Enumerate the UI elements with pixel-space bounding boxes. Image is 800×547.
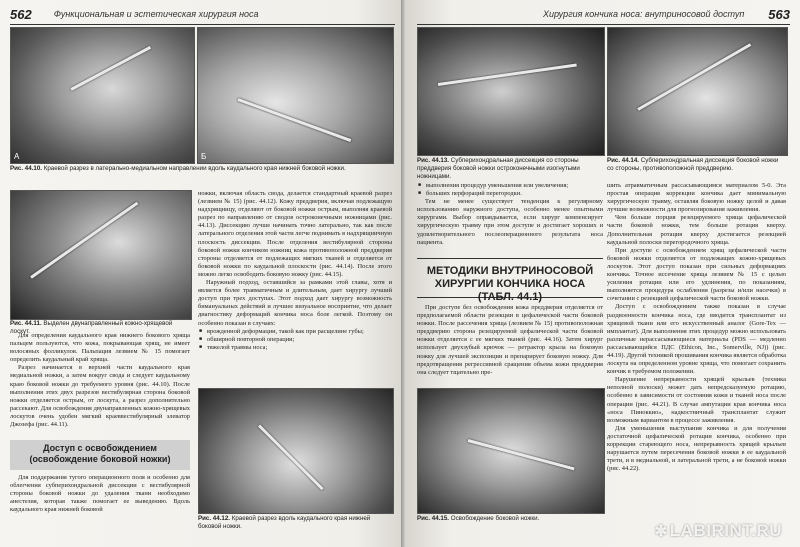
scissors-illustration	[438, 64, 577, 86]
star-icon: ✱	[654, 523, 668, 540]
caption-label: Рис. 44.13.	[417, 157, 450, 164]
right-page-column-right	[607, 182, 786, 532]
running-head-left	[10, 4, 395, 25]
caption-fig-44-15	[417, 515, 603, 523]
caption-label: Рис. 44.12.	[198, 515, 231, 522]
paragraph: Чем больше порция резецируемого хряща цефалической части боковой ножки, тем больше ротация кверху. Дополнительная ротация кверху достигается резекцией каудальной полоски перегородочного хряща.	[607, 214, 786, 246]
left-page-column-left	[10, 332, 190, 429]
caption-text: Краевой разрез в латерально-медиальном направлении вдоль каудального края нижней боковой ножки.	[43, 165, 346, 172]
running-head-title-right: Хирургия кончика носа: внутриносовой доступ	[542, 9, 745, 19]
right-page	[403, 0, 800, 547]
running-head-right	[417, 4, 790, 25]
scalpel-illustration	[258, 424, 324, 490]
paragraph: Доступ с освобождением также показан в случае раздвоенности кончика носа, где вводится трансплантат из хрящевой ткани или его искусственный аналог (Gore-Tex — имплантат). Для выполнения этих процедур можно использовать различные нерассасывающиеся материалы (PDS — медленно рассасывающийся ПДС (Ethicon, Inc., Somerville, NJ)) (рис. 44.19). Другой техникой прошивания кончика является обработка лоскута на определенном уровне хряща, что помогает сохранить кончик в требуемом положении.	[607, 303, 786, 376]
caption-text: Субперихондральная диссекция со стороны преддверия боковой ножки остроконечными изогнутыми ножницами.	[417, 157, 580, 180]
list-item: ■ выполнения процедур уменьшения или увеличения;	[426, 182, 603, 190]
scalpel-illustration	[237, 98, 351, 142]
panel-letter-a: А	[14, 152, 20, 161]
paragraph: Для уменьшения выступания кончика и для получения достаточной цефалической ротации кончика, особенно при коррекции стареющего носа, непрерывность хрящей крыльев нарушается путем пересечения боковой ножки в ее каудальной трети, и в медиальной, и латеральной трети, а не боковой ножки (рис. 44.22).	[607, 424, 786, 473]
figure-44-12	[198, 388, 394, 514]
figure-44-11	[10, 190, 192, 320]
paragraph: шить атравматичным рассасывающимся материалом 5-0. Эта простая операция коррекции кончика дает минимальную хирургическую травму, оставляя боковую ножку целой и давая лучшие возможности для прогнозирования заживления.	[607, 182, 786, 214]
caption-fig-44-13	[417, 157, 603, 181]
caption-label: Рис. 44.14.	[607, 157, 640, 164]
caption-fig-44-12	[198, 515, 392, 531]
caption-label: Рис. 44.10.	[10, 165, 43, 172]
caption-text: Выделен двунаправленный кожно-хрящевой лоскут.	[10, 320, 173, 335]
caption-text: Освобождение боковой ножки.	[450, 515, 540, 522]
indications-list	[198, 328, 392, 352]
right-page-column-left	[417, 182, 603, 247]
paragraph: Разрез начинается в верхней части каудального края медиальной ножки, а затем вокруг свода и следует каудальному краю боковой ножки до требуемого уровня (рис. 44.10). После выполнения этих двух разрезов вестибулярная сторона боковой ножки отделяется острым, от лоскута, а разрез дополнительно рассекают. Для освобождения двунаправленных кожно-хрящевых лоскутов очень удобен мягкий краеввестибулярный элеватор Джозефа (рис. 44.11).	[10, 364, 190, 429]
book-gutter	[401, 0, 405, 547]
paragraph: Нарушение непрерывности хрящей крыльев (техника неполной полоски) может дать непредсказуемую ротацию, особенно в зависимости от состояния кожи и тканей носа после операции (рис. 44.21). В случае ампутации края кончика носа «носа Пиноккио», надкостничный трансплантат служит возможным вариантом в процессе заживления.	[607, 376, 786, 424]
page-number-left: 562	[10, 6, 32, 22]
paragraph: Для поддержания тугого операционного поля и особенно для облегчения субперихондральной диссекции с вестибулярной стороны боковой ножки до удаления ткани необходимо анестезия, которая также помогает ее выведению. Вдоль каудального края нижней боковой	[10, 474, 190, 514]
paragraph: ножки, включая область свода, делается стандартный краевой разрез (лезвием № 15) (рис. 44.12). Кожу преддверия, включая подлежащую надхрящницу, отделяют от боковой ножки острым, выполняя краевой разрез по направлению от сводов остроконечными ножницами (рис. 44.13). Диссекцию лучше начинать точно латерально, так как после латерального отделения этой части легче поднимать в надхрящничную плоскость диссекции. После отделения вестибулярной стороны боковой ножки кончиком ножниц кожа противоположной преддверия стороны отделяется от подлежащих мягких тканей и отделяется от боковой ножки по каудальной плоскости (рис. 44.14). После этого можно легко освободить боковую ножку (рис. 44.15).	[198, 190, 392, 278]
indications-list-continued	[417, 182, 603, 198]
elevator-illustration	[30, 202, 138, 279]
running-head-title-left: Функциональная и эстетическая хирургия носа	[53, 9, 259, 19]
list-item: ■ врожденной деформации, такой как при расщелине губы;	[207, 328, 392, 336]
figure-44-15	[417, 388, 605, 514]
panel-letter-b: Б	[201, 152, 207, 161]
chapter-section-heading: МЕТОДИКИ ВНУТРИНОСОВОЙ ХИРУРГИИ КОНЧИКА НОСА (ТАБЛ. 44.1)	[417, 258, 603, 298]
list-item: ■ больших перфораций перегородки.	[426, 190, 603, 198]
list-item: ■ тяжелой травмы носа;	[207, 344, 392, 352]
caption-fig-44-14	[607, 157, 786, 173]
paragraph: Тем не менее существует тенденция к регулярному использованию наружного доступа, особенно менее опытными хирургами. Выбор оправдывается, если хирург компенсирует хирургическую травму при этом доступе и достигает хороших и удовлетворительного послеоперационного результата носа пациента.	[417, 198, 603, 246]
caption-fig-44-10	[10, 165, 392, 173]
left-page-bottom-text	[10, 474, 190, 514]
figure-44-10-panel-b	[197, 27, 394, 164]
forceps-illustration	[70, 46, 151, 91]
list-item: ■ обширной повторной операции;	[207, 336, 392, 344]
caption-label: Рис. 44.11.	[10, 320, 42, 327]
paragraph: Для определения каудального края нижнего бокового хряща пальцем пользуются, что кожа, покрывающая хрящ, не имеет волосяных фолликулов. Пальпация лезвием № 15 помогает определить каудальный край хряща.	[10, 332, 190, 364]
paragraph: При доступе без освобождения кожа преддверия отделяется от предполагаемой области резекции в цефалической части боковой ножки. После рассечения хряща (лезвием № 15) противоположная преддверию сторона резецируемой цефалической части боковой ножки отделяется с ее мягких тканей (рис. 44.16). Затем хирург использует двухзубый крючок — ретрактор крыла на боковую ножку для лучшей экспозиции и препарирует боковую ножку. Для предотвращения регрессивной сращения объема кожи преддверия она следует тщательно пре-	[417, 304, 603, 376]
caption-text: Субперихондральная диссекция боковой ножки со стороны, противоположной преддверию.	[607, 157, 779, 172]
figure-44-10-panel-a	[10, 27, 195, 164]
figure-44-14	[607, 27, 788, 156]
watermark-text: LABIRINT.RU	[669, 521, 782, 540]
caption-label: Рис. 44.15.	[417, 515, 450, 522]
paragraph: При доступе с освобождением хрящ цефалической части боковой ножки отделяется от подлежащих кожно-хрящевых лоскутов. Этот доступ показан при сильных деформациях кончика. Точное иссечение хряща лезвием № 15 с целью усиления ротации или его удлинения, по показаниям, выполняется процедура ослабления (разрезы и/или насечки) в сочетании с резекцией цефалической части боковой ножки.	[607, 246, 786, 303]
caption-text: Краевой разрез вдоль каудального края нижней боковой ножки.	[198, 515, 371, 530]
hook-illustration	[468, 439, 575, 470]
left-page-column-right	[198, 190, 392, 352]
page-number-right: 563	[768, 6, 790, 22]
right-page-column-left-body	[417, 304, 603, 377]
watermark-logo	[655, 521, 782, 541]
figure-44-13	[417, 27, 605, 156]
paragraph: Наружный подход, оставшийся за рамками этой главы, хотя и является более травматичным и длительным, дает хирургу лучший доступ при трех доступах. Этот подход дает хирургу возможность бимануальных действий и лучшее визуальное восприятие, что делает диагностику деформаций кончика носа боле легкой. Поэтому он особенно показан в случаях:	[198, 279, 392, 327]
scissors-illustration	[637, 43, 751, 111]
section-heading-release-approach: Доступ с освобождением (освобождение боковой ножки)	[10, 440, 190, 470]
